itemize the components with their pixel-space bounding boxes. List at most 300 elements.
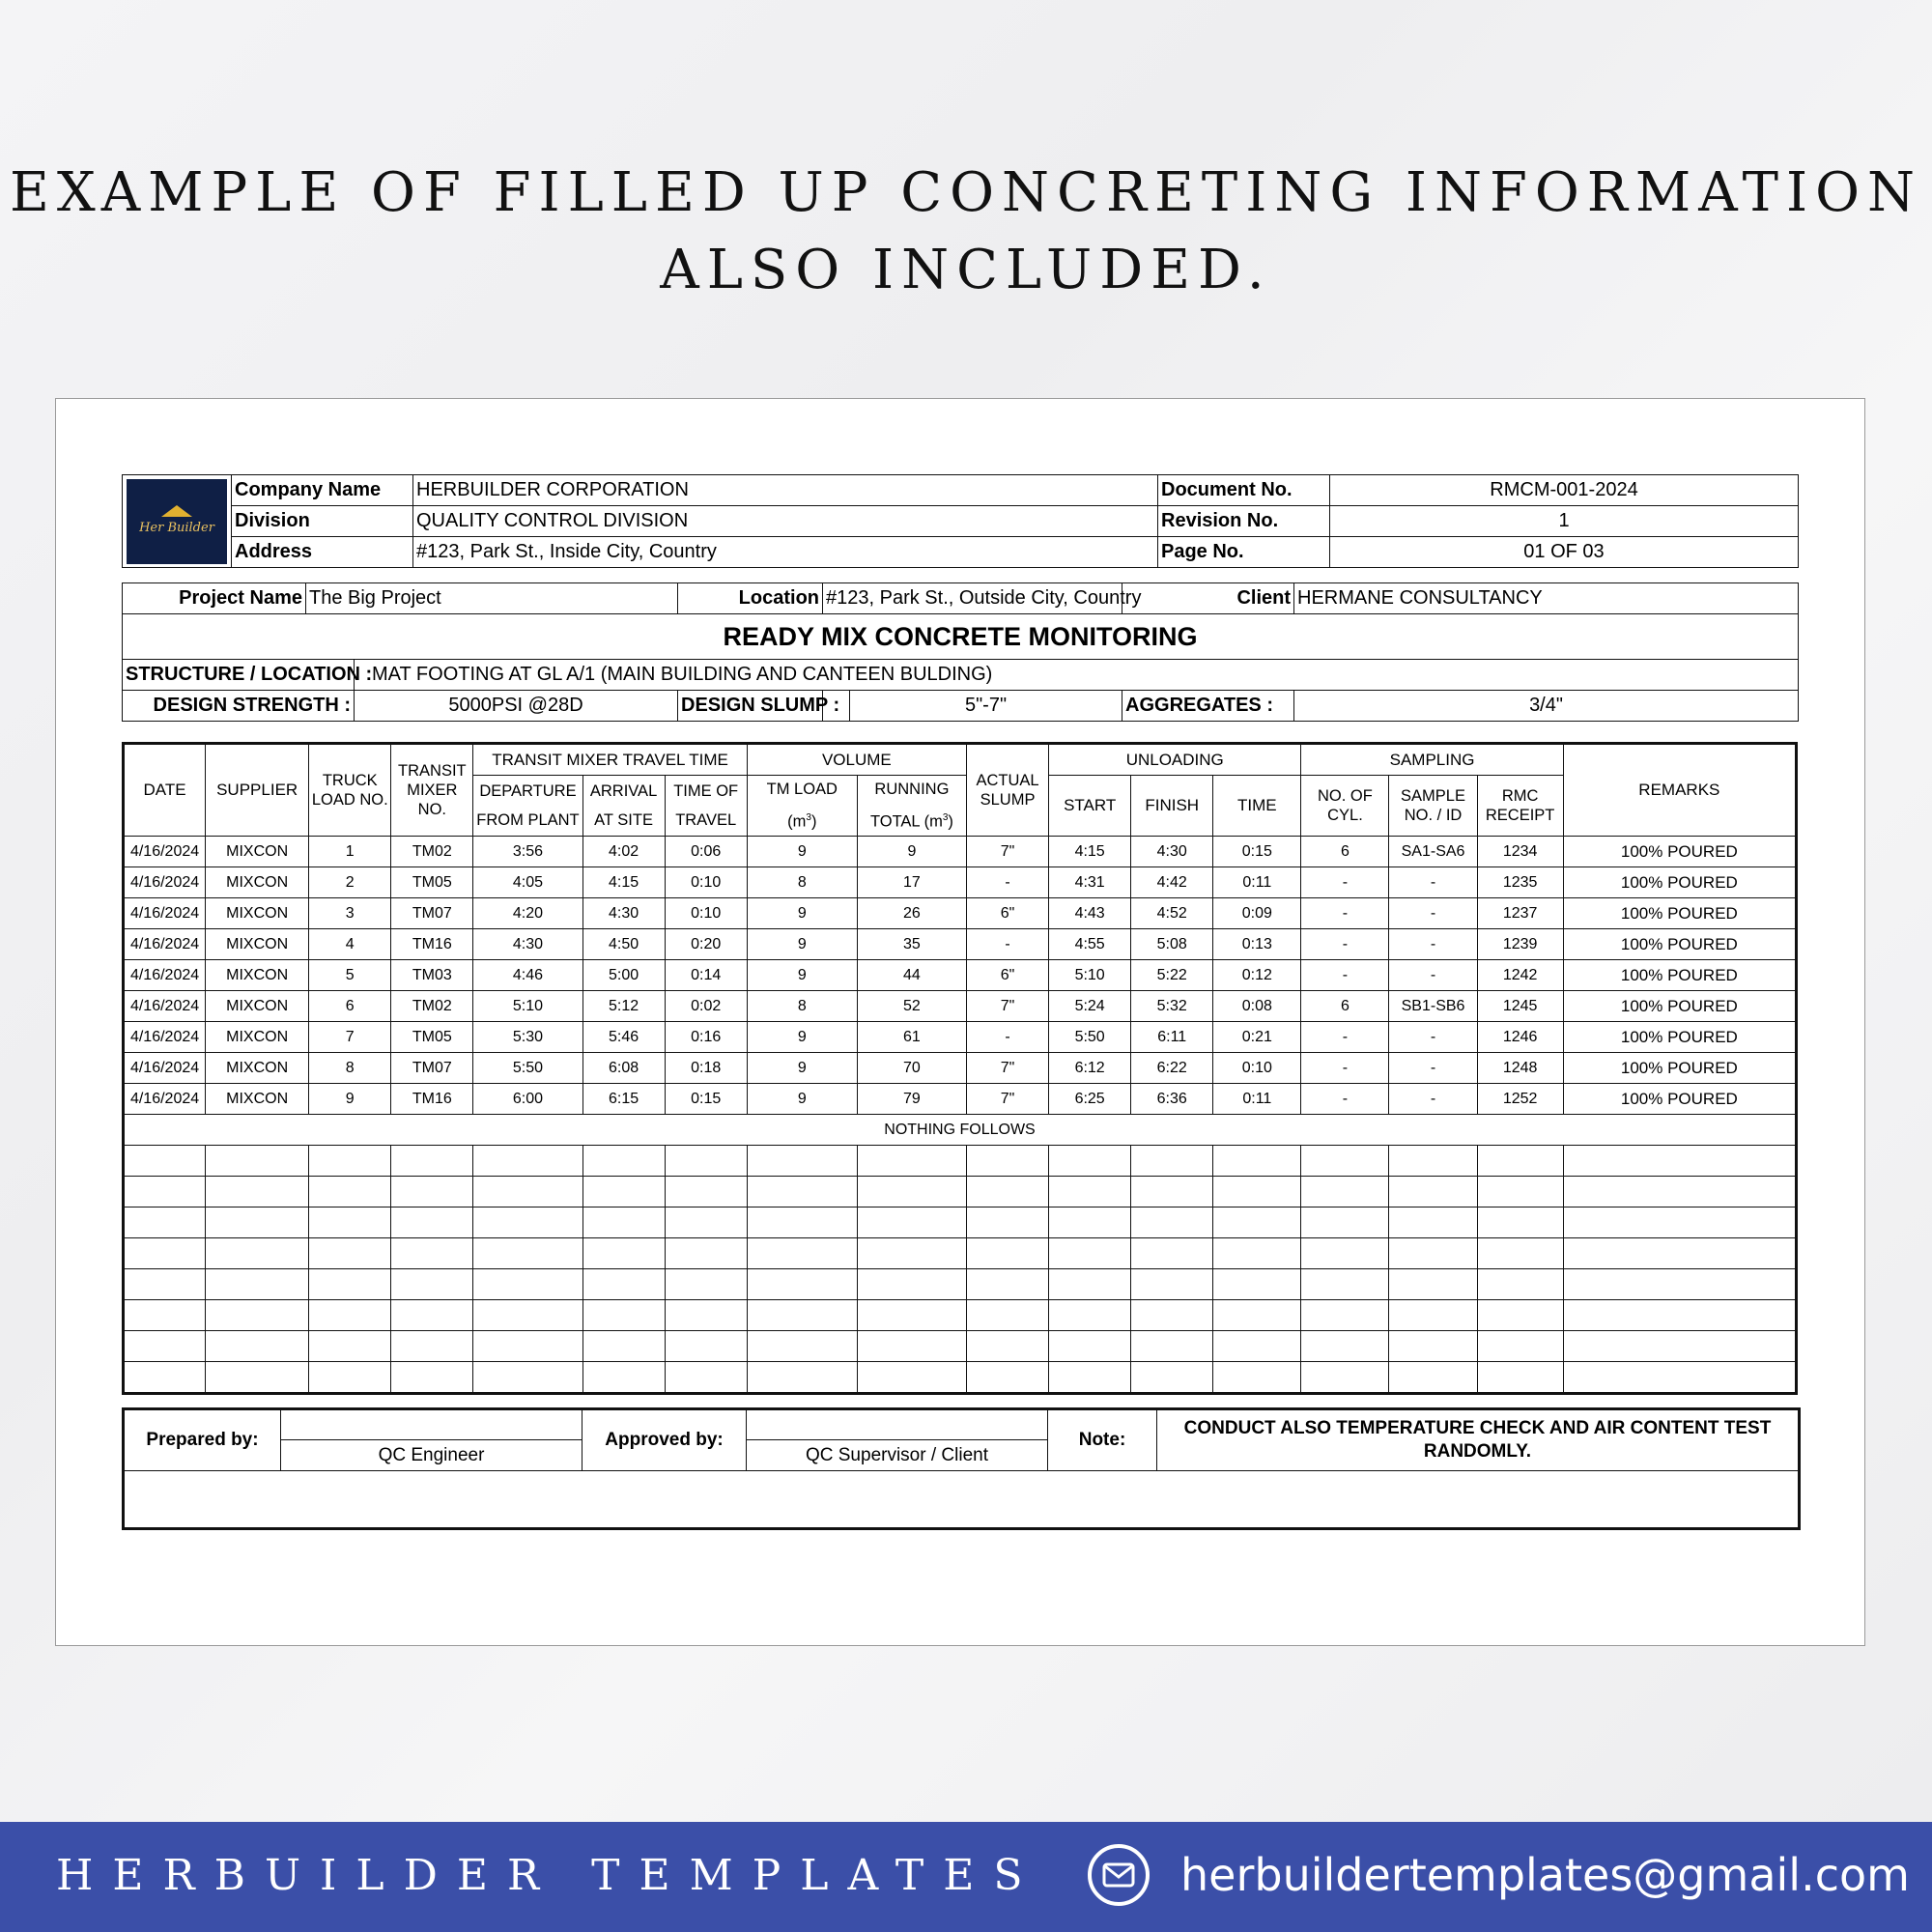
cell-remarks: 100% POURED xyxy=(1563,929,1796,960)
blank-cell xyxy=(206,1362,309,1394)
cell-actual-slump: 7" xyxy=(967,991,1049,1022)
blank-row xyxy=(124,1300,1797,1331)
cell-no-of-cyl: - xyxy=(1301,898,1389,929)
cell-supplier: MIXCON xyxy=(206,898,309,929)
cell-transit-mixer-no: TM07 xyxy=(391,1053,473,1084)
project-name-label: Project Name xyxy=(123,583,306,614)
cell-departure: 4:20 xyxy=(473,898,582,929)
cell-tm-load: 8 xyxy=(747,991,857,1022)
blank-cell xyxy=(1389,1238,1477,1269)
cell-supplier: MIXCON xyxy=(206,867,309,898)
blank-cell xyxy=(473,1208,582,1238)
cell-departure: 3:56 xyxy=(473,837,582,867)
cell-unload-start: 5:50 xyxy=(1049,1022,1131,1053)
cell-actual-slump: 6" xyxy=(967,960,1049,991)
blank-cell xyxy=(1049,1177,1131,1208)
cell-supplier: MIXCON xyxy=(206,991,309,1022)
cell-unload-time: 0:09 xyxy=(1213,898,1301,929)
cell-transit-mixer-no: TM16 xyxy=(391,1084,473,1115)
blank-cell xyxy=(665,1146,747,1177)
cell-unload-start: 5:24 xyxy=(1049,991,1131,1022)
col-truck-load: TRUCK LOAD NO. xyxy=(309,744,391,837)
approved-by-signature xyxy=(747,1409,1048,1440)
blank-cell xyxy=(309,1331,391,1362)
blank-cell xyxy=(857,1146,966,1177)
blank-cell xyxy=(1049,1208,1131,1238)
revision-no-value: 1 xyxy=(1330,506,1799,537)
cell-no-of-cyl: - xyxy=(1301,1022,1389,1053)
cell-running-total: 61 xyxy=(857,1022,966,1053)
cell-travel-time: 0:02 xyxy=(665,991,747,1022)
cell-actual-slump: 7" xyxy=(967,837,1049,867)
form-sheet xyxy=(55,398,1865,1646)
blank-cell xyxy=(1301,1362,1389,1394)
cell-tm-load: 9 xyxy=(747,929,857,960)
cell-sample-id: SB1-SB6 xyxy=(1389,991,1477,1022)
cell-sample-id: SA1-SA6 xyxy=(1389,837,1477,867)
blank-cell xyxy=(1477,1208,1563,1238)
blank-cell xyxy=(391,1362,473,1394)
cell-remarks: 100% POURED xyxy=(1563,867,1796,898)
cell-unload-finish: 4:42 xyxy=(1131,867,1213,898)
col-remarks: REMARKS xyxy=(1563,744,1796,837)
cell-sample-id: - xyxy=(1389,1084,1477,1115)
cell-remarks: 100% POURED xyxy=(1563,1084,1796,1115)
blank-cell xyxy=(747,1146,857,1177)
cell-actual-slump: - xyxy=(967,867,1049,898)
cell-sample-id: - xyxy=(1389,898,1477,929)
table-row xyxy=(124,929,1797,960)
blank-cell xyxy=(857,1269,966,1300)
cell-transit-mixer-no: TM16 xyxy=(391,929,473,960)
blank-cell xyxy=(1389,1300,1477,1331)
cell-date: 4/16/2024 xyxy=(124,867,206,898)
client-label: Client xyxy=(1122,583,1294,614)
cell-transit-mixer-no: TM07 xyxy=(391,898,473,929)
blank-cell xyxy=(391,1208,473,1238)
blank-cell xyxy=(1049,1300,1131,1331)
company-name-value: HERBUILDER CORPORATION xyxy=(413,475,1158,506)
cell-unload-finish: 6:36 xyxy=(1131,1084,1213,1115)
blank-cell xyxy=(1563,1208,1796,1238)
cell-departure: 4:46 xyxy=(473,960,582,991)
blank-cell xyxy=(747,1362,857,1394)
cell-rmc-receipt: 1235 xyxy=(1477,867,1563,898)
cell-unload-finish: 5:08 xyxy=(1131,929,1213,960)
cell-sample-id: - xyxy=(1389,1022,1477,1053)
group-unloading: UNLOADING xyxy=(1049,744,1301,776)
blank-cell xyxy=(473,1238,582,1269)
cell-departure: 5:30 xyxy=(473,1022,582,1053)
cell-unload-finish: 6:22 xyxy=(1131,1053,1213,1084)
blank-cell xyxy=(391,1238,473,1269)
blank-cell xyxy=(1131,1269,1213,1300)
cell-unload-finish: 5:22 xyxy=(1131,960,1213,991)
mail-icon xyxy=(1088,1844,1150,1906)
cell-rmc-receipt: 1248 xyxy=(1477,1053,1563,1084)
blank-cell xyxy=(1213,1146,1301,1177)
blank-cell xyxy=(391,1177,473,1208)
cell-unload-finish: 4:52 xyxy=(1131,898,1213,929)
house-roof-icon xyxy=(161,505,192,517)
blank-cell xyxy=(1213,1269,1301,1300)
blank-cell xyxy=(1049,1362,1131,1394)
document-no-value: RMCM-001-2024 xyxy=(1330,475,1799,506)
note-label: Note: xyxy=(1048,1409,1157,1471)
cell-running-total: 9 xyxy=(857,837,966,867)
blank-cell xyxy=(309,1300,391,1331)
cell-unload-finish: 6:11 xyxy=(1131,1022,1213,1053)
col-time-of-travel: TIME OF TRAVEL xyxy=(665,776,747,837)
blank-cell xyxy=(1563,1269,1796,1300)
cell-date: 4/16/2024 xyxy=(124,898,206,929)
cell-arrival: 5:12 xyxy=(582,991,665,1022)
cell-unload-time: 0:21 xyxy=(1213,1022,1301,1053)
cell-unload-time: 0:15 xyxy=(1213,837,1301,867)
cell-supplier: MIXCON xyxy=(206,1053,309,1084)
blank-cell xyxy=(1477,1146,1563,1177)
cell-travel-time: 0:16 xyxy=(665,1022,747,1053)
approved-by-role: QC Supervisor / Client xyxy=(747,1440,1048,1471)
cell-actual-slump: - xyxy=(967,1022,1049,1053)
blank-cell xyxy=(206,1146,309,1177)
blank-cell xyxy=(473,1146,582,1177)
blank-rows xyxy=(124,1146,1797,1394)
blank-cell xyxy=(1389,1362,1477,1394)
cell-sample-id: - xyxy=(1389,960,1477,991)
cell-rmc-receipt: 1237 xyxy=(1477,898,1563,929)
blank-cell xyxy=(1049,1146,1131,1177)
blank-cell xyxy=(1131,1208,1213,1238)
blank-row xyxy=(124,1331,1797,1362)
blank-cell xyxy=(206,1238,309,1269)
cell-date: 4/16/2024 xyxy=(124,1053,206,1084)
cell-travel-time: 0:10 xyxy=(665,898,747,929)
cell-travel-time: 0:10 xyxy=(665,867,747,898)
address-label: Address xyxy=(232,537,413,568)
monitoring-table xyxy=(122,742,1798,1395)
col-transit-mixer: TRANSIT MIXER NO. xyxy=(391,744,473,837)
cell-tm-load: 9 xyxy=(747,1053,857,1084)
col-time: TIME xyxy=(1213,776,1301,837)
form-title: READY MIX CONCRETE MONITORING xyxy=(123,614,1799,660)
table-row xyxy=(124,960,1797,991)
blank-cell xyxy=(1389,1269,1477,1300)
cell-rmc-receipt: 1245 xyxy=(1477,991,1563,1022)
group-volume: VOLUME xyxy=(747,744,966,776)
col-actual-slump: ACTUAL SLUMP xyxy=(967,744,1049,837)
headline xyxy=(0,155,1932,309)
cell-supplier: MIXCON xyxy=(206,929,309,960)
blank-cell xyxy=(1131,1238,1213,1269)
col-departure: DEPARTURE FROM PLANT xyxy=(473,776,582,837)
blank-cell xyxy=(124,1146,206,1177)
blank-cell xyxy=(1477,1362,1563,1394)
group-travel-time: TRANSIT MIXER TRAVEL TIME xyxy=(473,744,747,776)
blank-cell xyxy=(1301,1331,1389,1362)
blank-cell xyxy=(309,1269,391,1300)
cell-transit-mixer-no: TM05 xyxy=(391,867,473,898)
cell-unload-time: 0:12 xyxy=(1213,960,1301,991)
blank-cell xyxy=(1563,1300,1796,1331)
blank-cell xyxy=(1131,1362,1213,1394)
cell-tm-load: 9 xyxy=(747,1022,857,1053)
logo-cell xyxy=(123,475,232,568)
cell-unload-start: 4:31 xyxy=(1049,867,1131,898)
blank-cell xyxy=(857,1362,966,1394)
blank-row xyxy=(124,1177,1797,1208)
footer-brand: HERBUILDER TEMPLATES xyxy=(56,1851,1042,1900)
blank-cell xyxy=(857,1300,966,1331)
cell-date: 4/16/2024 xyxy=(124,991,206,1022)
cell-unload-start: 6:25 xyxy=(1049,1084,1131,1115)
blank-cell xyxy=(967,1238,1049,1269)
blank-cell xyxy=(473,1177,582,1208)
cell-running-total: 26 xyxy=(857,898,966,929)
cell-departure: 5:50 xyxy=(473,1053,582,1084)
company-name-label: Company Name xyxy=(232,475,413,506)
cell-sample-id: - xyxy=(1389,867,1477,898)
cell-arrival: 4:50 xyxy=(582,929,665,960)
blank-row xyxy=(124,1146,1797,1177)
revision-no-label: Revision No. xyxy=(1158,506,1330,537)
blank-cell xyxy=(1477,1177,1563,1208)
cell-date: 4/16/2024 xyxy=(124,1084,206,1115)
cell-arrival: 4:15 xyxy=(582,867,665,898)
cell-tm-load: 9 xyxy=(747,960,857,991)
company-info-table xyxy=(122,474,1799,568)
cell-travel-time: 0:18 xyxy=(665,1053,747,1084)
signoff-blank-row xyxy=(124,1471,1800,1529)
prepared-by-label: Prepared by: xyxy=(124,1409,281,1471)
cell-arrival: 4:30 xyxy=(582,898,665,929)
blank-cell xyxy=(1477,1300,1563,1331)
blank-cell xyxy=(582,1300,665,1331)
cell-truck-load-no: 5 xyxy=(309,960,391,991)
blank-cell xyxy=(1213,1300,1301,1331)
cell-tm-load: 9 xyxy=(747,1084,857,1115)
blank-cell xyxy=(391,1146,473,1177)
blank-cell xyxy=(1213,1362,1301,1394)
blank-cell xyxy=(309,1208,391,1238)
blank-cell xyxy=(665,1300,747,1331)
cell-departure: 5:10 xyxy=(473,991,582,1022)
blank-cell xyxy=(967,1146,1049,1177)
cell-unload-start: 6:12 xyxy=(1049,1053,1131,1084)
blank-cell xyxy=(967,1177,1049,1208)
division-label: Division xyxy=(232,506,413,537)
cell-date: 4/16/2024 xyxy=(124,929,206,960)
cell-truck-load-no: 3 xyxy=(309,898,391,929)
col-rmc-receipt: RMC RECEIPT xyxy=(1477,776,1563,837)
blank-cell xyxy=(1563,1146,1796,1177)
blank-cell xyxy=(1131,1177,1213,1208)
blank-cell xyxy=(665,1177,747,1208)
blank-cell xyxy=(309,1238,391,1269)
blank-cell xyxy=(582,1269,665,1300)
cell-transit-mixer-no: TM02 xyxy=(391,837,473,867)
cell-no-of-cyl: 6 xyxy=(1301,837,1389,867)
blank-cell xyxy=(1301,1208,1389,1238)
blank-cell xyxy=(967,1331,1049,1362)
blank-cell xyxy=(967,1208,1049,1238)
footer-bar xyxy=(0,1822,1932,1932)
cell-transit-mixer-no: TM05 xyxy=(391,1022,473,1053)
blank-cell xyxy=(582,1208,665,1238)
blank-cell xyxy=(1301,1300,1389,1331)
cell-unload-start: 4:55 xyxy=(1049,929,1131,960)
blank-cell xyxy=(857,1177,966,1208)
cell-remarks: 100% POURED xyxy=(1563,960,1796,991)
col-running-total: RUNNING TOTAL $(m^3)$ xyxy=(857,776,966,837)
cell-unload-start: 5:10 xyxy=(1049,960,1131,991)
group-sampling: SAMPLING xyxy=(1301,744,1563,776)
cell-remarks: 100% POURED xyxy=(1563,898,1796,929)
cell-no-of-cyl: - xyxy=(1301,867,1389,898)
blank-cell xyxy=(124,1300,206,1331)
table-row xyxy=(124,1053,1797,1084)
cell-truck-load-no: 1 xyxy=(309,837,391,867)
blank-cell xyxy=(206,1331,309,1362)
blank-cell xyxy=(665,1362,747,1394)
blank-cell xyxy=(206,1269,309,1300)
table-row xyxy=(124,837,1797,867)
blank-cell xyxy=(1477,1238,1563,1269)
approved-by-label: Approved by: xyxy=(582,1409,747,1471)
signoff-table xyxy=(122,1407,1801,1530)
table-row xyxy=(124,991,1797,1022)
blank-cell xyxy=(473,1331,582,1362)
blank-cell xyxy=(473,1300,582,1331)
blank-cell xyxy=(124,1362,206,1394)
cell-arrival: 5:46 xyxy=(582,1022,665,1053)
cell-date: 4/16/2024 xyxy=(124,837,206,867)
cell-running-total: 44 xyxy=(857,960,966,991)
blank-cell xyxy=(124,1269,206,1300)
cell-departure: 4:05 xyxy=(473,867,582,898)
cell-unload-time: 0:13 xyxy=(1213,929,1301,960)
blank-cell xyxy=(665,1269,747,1300)
cell-date: 4/16/2024 xyxy=(124,1022,206,1053)
blank-cell xyxy=(1563,1331,1796,1362)
cell-rmc-receipt: 1234 xyxy=(1477,837,1563,867)
blank-cell xyxy=(1389,1146,1477,1177)
cell-rmc-receipt: 1246 xyxy=(1477,1022,1563,1053)
blank-cell xyxy=(857,1331,966,1362)
blank-cell xyxy=(1301,1146,1389,1177)
cell-transit-mixer-no: TM02 xyxy=(391,991,473,1022)
cell-arrival: 4:02 xyxy=(582,837,665,867)
cell-running-total: 35 xyxy=(857,929,966,960)
cell-rmc-receipt: 1252 xyxy=(1477,1084,1563,1115)
col-finish: FINISH xyxy=(1131,776,1213,837)
cell-unload-time: 0:10 xyxy=(1213,1053,1301,1084)
cell-arrival: 5:00 xyxy=(582,960,665,991)
table-row xyxy=(124,867,1797,898)
company-logo xyxy=(127,479,227,564)
blank-cell xyxy=(1477,1331,1563,1362)
col-tm-load: TM LOAD $(m^3)$ xyxy=(747,776,857,837)
blank-cell xyxy=(1389,1208,1477,1238)
cell-running-total: 70 xyxy=(857,1053,966,1084)
blank-cell xyxy=(309,1362,391,1394)
cell-running-total: 52 xyxy=(857,991,966,1022)
blank-cell xyxy=(1131,1331,1213,1362)
table-row xyxy=(124,898,1797,929)
page-no-label: Page No. xyxy=(1158,537,1330,568)
cell-no-of-cyl: - xyxy=(1301,960,1389,991)
col-date: DATE xyxy=(124,744,206,837)
cell-actual-slump: 7" xyxy=(967,1053,1049,1084)
cell-remarks: 100% POURED xyxy=(1563,1022,1796,1053)
blank-cell xyxy=(967,1300,1049,1331)
note-text: CONDUCT ALSO TEMPERATURE CHECK AND AIR CONTENT TEST RANDOMLY. xyxy=(1157,1409,1800,1471)
cell-unload-time: 0:11 xyxy=(1213,867,1301,898)
cell-truck-load-no: 4 xyxy=(309,929,391,960)
col-sample-id: SAMPLE NO. / ID xyxy=(1389,776,1477,837)
blank-cell xyxy=(1213,1331,1301,1362)
cell-remarks: 100% POURED xyxy=(1563,1053,1796,1084)
blank-cell xyxy=(124,1238,206,1269)
blank-cell xyxy=(309,1146,391,1177)
blank-cell xyxy=(124,1208,206,1238)
cell-remarks: 100% POURED xyxy=(1563,837,1796,867)
cell-travel-time: 0:14 xyxy=(665,960,747,991)
cell-transit-mixer-no: TM03 xyxy=(391,960,473,991)
cell-no-of-cyl: 6 xyxy=(1301,991,1389,1022)
cell-sample-id: - xyxy=(1389,1053,1477,1084)
blank-cell xyxy=(1563,1177,1796,1208)
logo-text: Her Builder xyxy=(139,520,214,535)
blank-cell xyxy=(1389,1177,1477,1208)
cell-unload-finish: 5:32 xyxy=(1131,991,1213,1022)
cell-truck-load-no: 6 xyxy=(309,991,391,1022)
design-strength-value: 5000PSI @28D xyxy=(355,691,678,722)
prepared-by-role: QC Engineer xyxy=(281,1440,582,1471)
blank-cell xyxy=(665,1238,747,1269)
division-value: QUALITY CONTROL DIVISION xyxy=(413,506,1158,537)
cell-rmc-receipt: 1242 xyxy=(1477,960,1563,991)
blank-cell xyxy=(1131,1146,1213,1177)
footer-email[interactable]: herbuildertemplates@gmail.com xyxy=(1180,1849,1910,1901)
blank-row xyxy=(124,1269,1797,1300)
cell-rmc-receipt: 1239 xyxy=(1477,929,1563,960)
blank-cell xyxy=(473,1269,582,1300)
blank-cell xyxy=(1049,1238,1131,1269)
blank-cell xyxy=(1301,1238,1389,1269)
cell-truck-load-no: 9 xyxy=(309,1084,391,1115)
structure-value: MAT FOOTING AT GL A/1 (MAIN BUILDING AND CANTEEN BULDING) xyxy=(355,660,1799,691)
data-rows xyxy=(124,837,1797,1115)
blank-cell xyxy=(747,1208,857,1238)
blank-cell xyxy=(473,1362,582,1394)
cell-tm-load: 8 xyxy=(747,867,857,898)
blank-row xyxy=(124,1238,1797,1269)
blank-cell xyxy=(665,1208,747,1238)
table-row xyxy=(124,1022,1797,1053)
cell-unload-time: 0:11 xyxy=(1213,1084,1301,1115)
cell-truck-load-no: 2 xyxy=(309,867,391,898)
blank-cell xyxy=(1563,1362,1796,1394)
headline-line2: ALSO INCLUDED. xyxy=(660,239,1272,301)
cell-departure: 6:00 xyxy=(473,1084,582,1115)
blank-row xyxy=(124,1362,1797,1394)
blank-cell xyxy=(665,1331,747,1362)
blank-cell xyxy=(1477,1269,1563,1300)
blank-cell xyxy=(206,1177,309,1208)
cell-remarks: 100% POURED xyxy=(1563,991,1796,1022)
blank-cell xyxy=(582,1177,665,1208)
